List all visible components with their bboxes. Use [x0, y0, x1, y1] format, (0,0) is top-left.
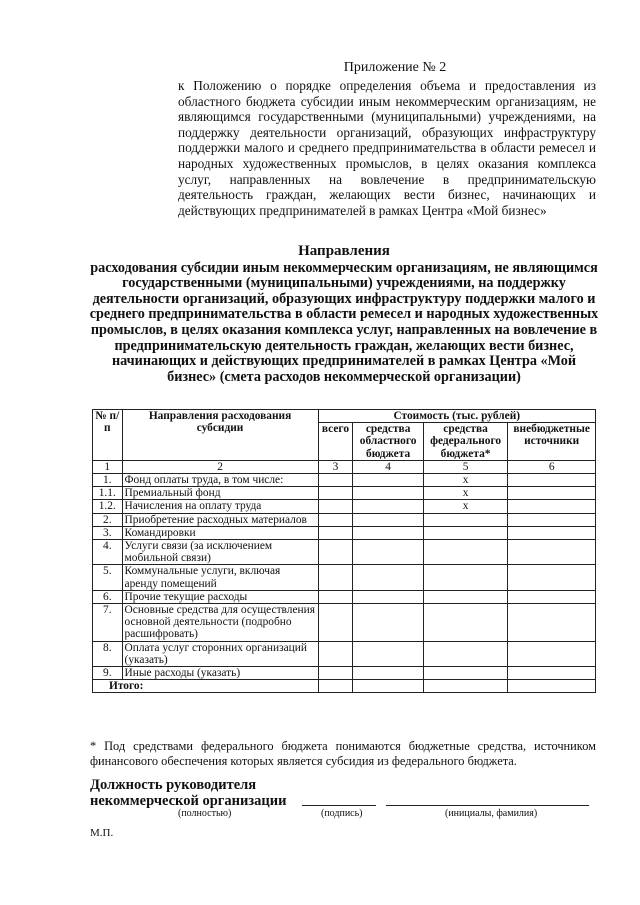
table-row: [93, 500, 596, 513]
table-cell: [353, 590, 423, 603]
table-cell: [508, 513, 596, 526]
total-row: [93, 680, 596, 693]
table-cell: Иные расходы (указать): [122, 667, 318, 680]
table-cell: [508, 680, 596, 693]
appendix-text: к Положению о порядке определения объема и предоставления из областного бюджета субсидии иным некоммерческим организациям, не являющимся государственными (муниципальными) учреждениями, на поддержку деятельности организаций, образующих инфраструктуру поддержки малого и среднего предпринимательства в области ремесел и народных художественных промыслов, в целях оказания комплекса услуг, направленных на вовлечение в предпринимательскую деятельность граждан, желающих вести бизнес, начинающих и действующих предпринимателей в рамках Центра «Мой бизнес»: [178, 78, 596, 218]
table-cell: [353, 565, 423, 590]
table-cell: [353, 513, 423, 526]
table-cell: [423, 604, 507, 642]
header-extrabudget: внебюджетные источники: [508, 423, 596, 461]
table-row: [93, 641, 596, 666]
table-cell: [353, 667, 423, 680]
table-row: [93, 565, 596, 590]
caption-sign: (подпись): [321, 808, 363, 819]
table-row: [93, 487, 596, 500]
table-cell: [423, 526, 507, 539]
table-cell: [318, 526, 353, 539]
col-number: 5: [423, 460, 507, 473]
table-row: [93, 540, 596, 565]
table-cell: [508, 540, 596, 565]
heading-title: Направления: [298, 243, 390, 259]
header-num: № п/п: [93, 410, 123, 461]
stamp-place: М.П.: [90, 827, 114, 839]
table-cell: Коммунальные услуги, включая аренду помещений: [122, 565, 318, 590]
name-line: [386, 805, 589, 806]
table-cell: [353, 641, 423, 666]
table-cell: [508, 667, 596, 680]
table-cell: [318, 565, 353, 590]
table-cell: 1.: [93, 474, 123, 487]
table-cell: 4.: [93, 540, 123, 565]
table-cell: Услуги связи (за исключением мобильной связи): [122, 540, 318, 565]
table-cell: х: [423, 487, 507, 500]
appendix-title: Приложение № 2: [343, 60, 447, 75]
header-cost: Стоимость (тыс. рублей): [318, 410, 595, 423]
table-cell: [353, 680, 423, 693]
table-cell: [508, 590, 596, 603]
header-total: всего: [318, 423, 353, 461]
col-number: 4: [353, 460, 423, 473]
expense-table: [92, 409, 596, 693]
table-row: [93, 526, 596, 539]
table-cell: [508, 474, 596, 487]
table-cell: 9.: [93, 667, 123, 680]
table-cell: [423, 641, 507, 666]
header-federal: средства федерального бюджета*: [423, 423, 507, 461]
table-cell: 2.: [93, 513, 123, 526]
signature-position-line2: некоммерческой организации: [90, 793, 287, 809]
total-label: Итого:: [93, 680, 319, 693]
document-heading: [86, 244, 602, 385]
table-cell: [353, 487, 423, 500]
table-cell: [423, 565, 507, 590]
table-cell: [318, 667, 353, 680]
table-cell: [318, 641, 353, 666]
table-cell: Основные средства для осуществления основной деятельности (подробно расшифровать): [122, 604, 318, 642]
table-cell: [318, 590, 353, 603]
table-cell: [318, 680, 353, 693]
table-cell: [508, 487, 596, 500]
table-row: [93, 474, 596, 487]
table-row: [93, 667, 596, 680]
table-cell: [318, 487, 353, 500]
table-cell: х: [423, 474, 507, 487]
table-cell: 1.2.: [93, 500, 123, 513]
table-cell: х: [423, 500, 507, 513]
col-number: 6: [508, 460, 596, 473]
column-numbers-row: [93, 460, 596, 473]
table-cell: [508, 604, 596, 642]
table-cell: 8.: [93, 641, 123, 666]
table-cell: [318, 474, 353, 487]
table-cell: [508, 500, 596, 513]
table-cell: [508, 565, 596, 590]
caption-name: (инициалы, фамилия): [445, 808, 538, 819]
header-regional: средства областного бюджета: [353, 423, 423, 461]
table-cell: [353, 540, 423, 565]
col-number: 2: [122, 460, 318, 473]
heading-subtitle: расходования субсидии иным некоммерческим организациям, не являющимся государственными (муниципальными) учреждениями, на поддержку деятельности организаций, образующих инфраструктуру поддержки малого и среднего предпринимательства в области ремесел и народных художественных промыслов, в целях оказания комплекса услуг, направленных на вовлечение в предпринимательскую деятельность граждан, желающих вести бизнес, начинающих и действующих предпринимателей в рамках Центра «Мой бизнес» (смета расходов некоммерческой организации): [89, 259, 599, 385]
table-cell: Премиальный фонд: [122, 487, 318, 500]
table-row: [93, 590, 596, 603]
col-number: 1: [93, 460, 123, 473]
table-cell: [353, 526, 423, 539]
table-cell: [353, 474, 423, 487]
table-row: [93, 604, 596, 642]
table-cell: [423, 540, 507, 565]
table-cell: 1.1.: [93, 487, 123, 500]
table-cell: Фонд оплаты труда, в том числе:: [122, 474, 318, 487]
table-cell: [508, 526, 596, 539]
table-cell: [318, 540, 353, 565]
table-cell: [353, 604, 423, 642]
table-cell: [508, 641, 596, 666]
table-cell: [318, 604, 353, 642]
signature-block: [90, 777, 286, 809]
table-cell: [423, 680, 507, 693]
table-cell: 7.: [93, 604, 123, 642]
table-cell: Оплата услуг сторонних организаций (указать): [122, 641, 318, 666]
table-cell: Начисления на оплату труда: [122, 500, 318, 513]
signature-line: [302, 805, 376, 806]
signature-position-line1: Должность руководителя: [90, 777, 257, 793]
table-cell: [423, 667, 507, 680]
table-cell: [423, 513, 507, 526]
table-cell: [318, 500, 353, 513]
table-cell: Командировки: [122, 526, 318, 539]
table-cell: [423, 590, 507, 603]
table-row: [93, 513, 596, 526]
table-cell: Прочие текущие расходы: [122, 590, 318, 603]
table-cell: 6.: [93, 590, 123, 603]
caption-full: (полностью): [178, 808, 232, 819]
footnote: * Под средствами федерального бюджета понимаются бюджетные средства, источником финансового обеспечения которых является субсидия из федерального бюджета.: [90, 739, 596, 768]
header-direction: Направления расходования субсидии: [122, 410, 318, 461]
table-cell: 5.: [93, 565, 123, 590]
table-cell: Приобретение расходных материалов: [122, 513, 318, 526]
table-cell: 3.: [93, 526, 123, 539]
col-number: 3: [318, 460, 353, 473]
table-cell: [318, 513, 353, 526]
table-cell: [353, 500, 423, 513]
